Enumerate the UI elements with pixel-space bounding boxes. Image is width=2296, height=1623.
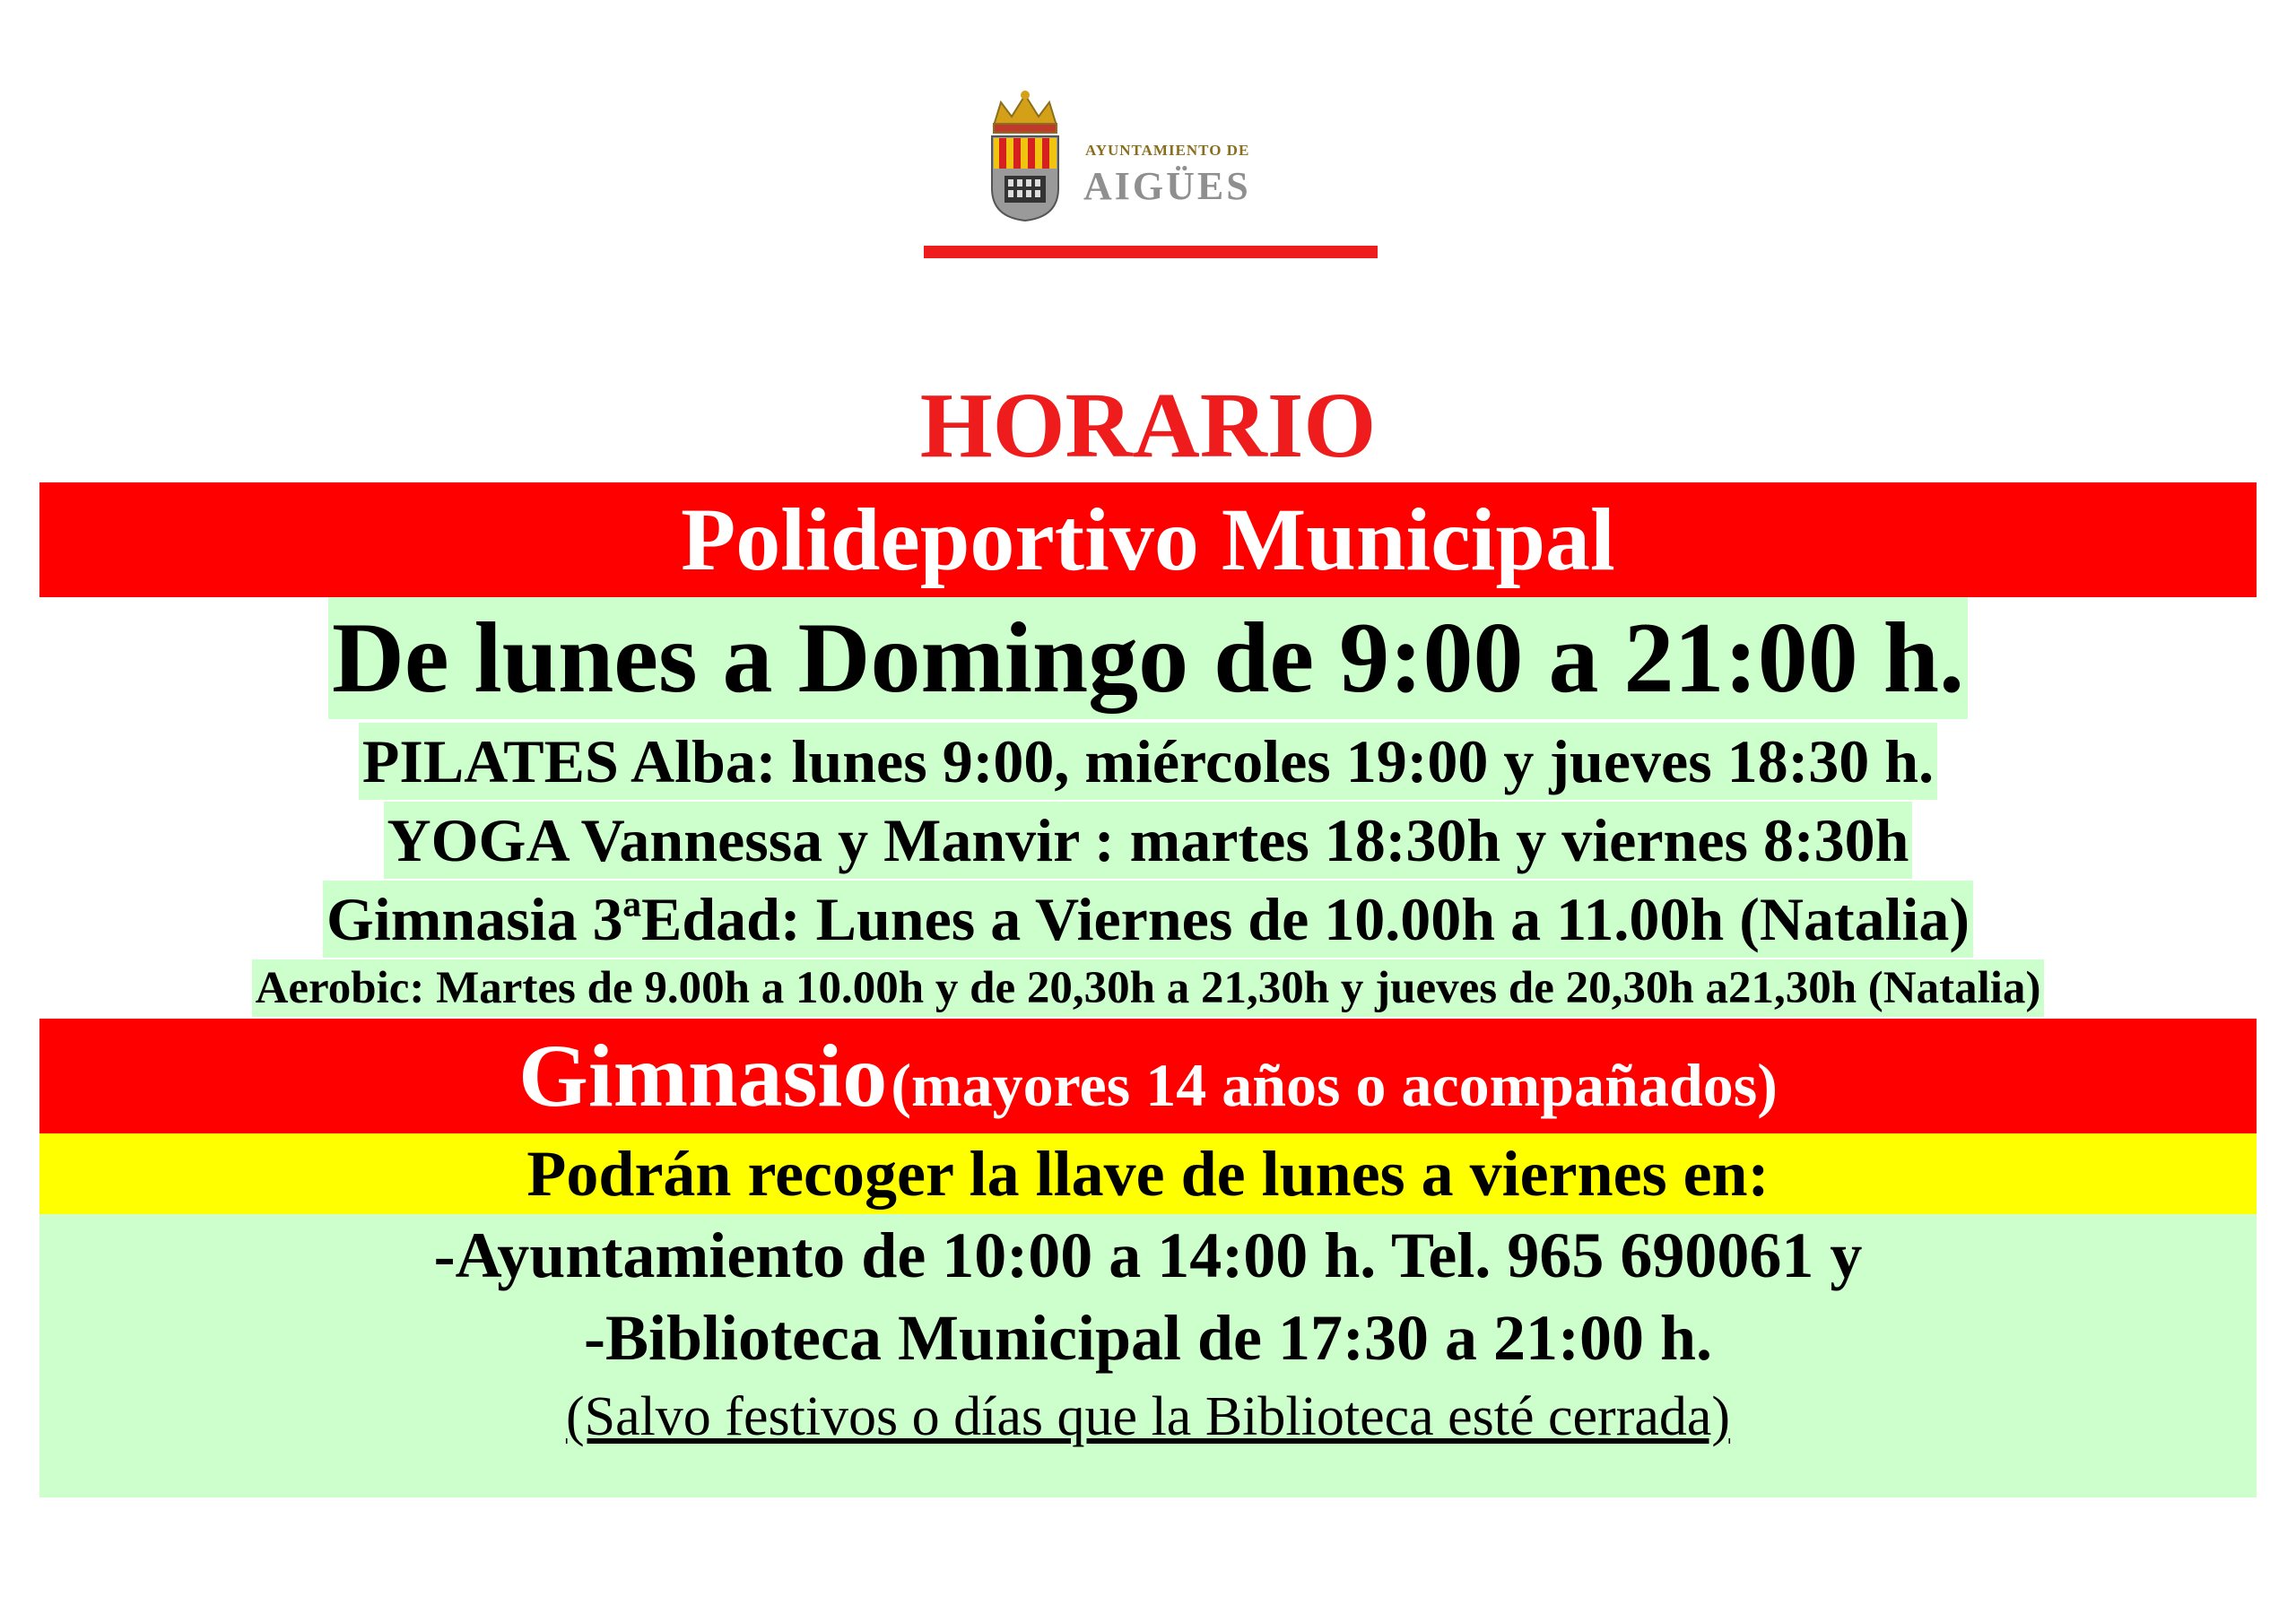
- ayuntamiento-logo: [985, 90, 1281, 233]
- key-pickup-band: [39, 1133, 2257, 1214]
- header-divider: [924, 246, 1378, 258]
- activity-gimnasia: Gimnasia 3ªEdad: Lunes a Viernes de 10.00h a 11.00h (Natalia): [323, 881, 1973, 958]
- general-hours: De lunes a Domingo de 9:00 a 21:00 h.: [328, 597, 1968, 719]
- activity-row: [0, 802, 2296, 879]
- holiday-exception-line: [39, 1379, 2257, 1469]
- logo-subtitle: AYUNTAMIENTO DE: [1085, 142, 1250, 159]
- activity-pilates: PILATES Alba: lunes 9:00, miércoles 19:00 y jueves 18:30 h.: [359, 723, 1937, 800]
- polideportivo-band: [39, 482, 2257, 597]
- coat-of-arms-icon: [985, 90, 1065, 224]
- polideportivo-heading: Polideportivo Municipal: [681, 490, 1615, 589]
- locations-band: [39, 1214, 2257, 1497]
- page-title: HORARIO: [919, 374, 1377, 477]
- location-biblioteca: -Biblioteca Municipal de 17:30 a 21:00 h.: [584, 1302, 1712, 1374]
- location-ayuntamiento: -Ayuntamiento de 10:00 a 14:00 h. Tel. 965 690061 y: [433, 1219, 1863, 1291]
- activity-row: [0, 881, 2296, 958]
- general-hours-row: [0, 597, 2296, 719]
- holiday-exception: (Salvo festivos o días que la Biblioteca esté cerrada): [565, 1386, 1731, 1447]
- activity-row: [0, 959, 2296, 1017]
- logo-town-name: AIGÜES: [1083, 164, 1251, 208]
- activity-row: [0, 723, 2296, 800]
- activity-yoga: YOGA Vannessa y Manvir : martes 18:30h y viernes 8:30h: [384, 802, 1913, 879]
- key-pickup-text: Podrán recoger la llave de lunes a viernes en:: [526, 1138, 1770, 1210]
- gimnasio-band: [39, 1019, 2257, 1133]
- activity-aerobic: Aerobic: Martes de 9.00h a 10.00h y de 20,30h a 21,30h y jueves de 20,30h a21,30h (Natalia): [252, 959, 2045, 1017]
- gimnasio-age-note: (mayores 14 años o acompañados): [891, 1051, 1778, 1119]
- gimnasio-heading: Gimnasio: [518, 1026, 888, 1125]
